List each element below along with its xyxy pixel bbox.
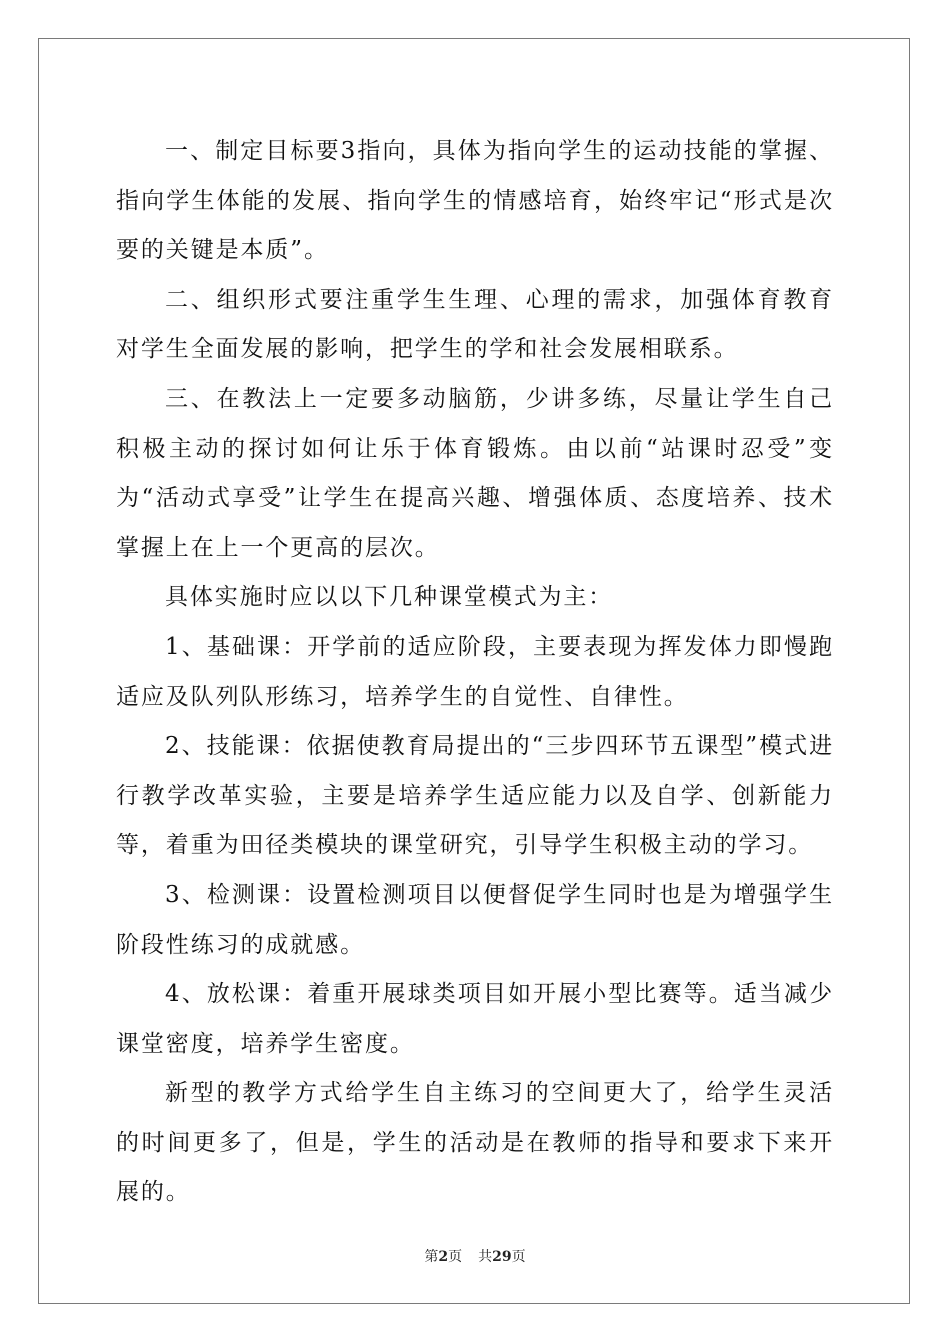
paragraph-test-class: 3、检测课：设置检测项目以便督促学生同时也是为增强学生阶段性练习的成就感。 xyxy=(116,881,834,958)
page-footer xyxy=(0,1246,950,1266)
total-suffix: 页 xyxy=(511,1249,526,1265)
paragraph-skill-class: 2、技能课：依据使教育局提出的“三步四环节五课型”模式进行教学改革实验，主要是培养学生适应能力以及自学、创新能力等，着重为田径类模块的课堂研究，引导学生积极主动的学习。 xyxy=(116,733,834,859)
total-prefix: 共 xyxy=(478,1249,493,1265)
total-pages: 29 xyxy=(492,1249,512,1265)
page-number: 2 xyxy=(438,1249,449,1265)
paragraph-teaching-method: 三、在教法上一定要多动脑筋，少讲多练，尽量让学生自己积极主动的探讨如何让乐于体育锻炼。由以前“站课时忍受”变为“活动式享受”让学生在提高兴趣、增强体质、态度培养、技术掌握上在上一个更高的层次。 xyxy=(116,385,834,561)
paragraph-basic-class: 1、基础课：开学前的适应阶段，主要表现为挥发体力即慢跑适应及队列队形练习，培养学生的自觉性、自律性。 xyxy=(116,633,834,710)
paragraph-goals: 一、制定目标要3指向，具体为指向学生的运动技能的掌握、指向学生体能的发展、指向学生的情感培育，始终牢记“形式是次要的关键是本质”。 xyxy=(116,138,834,264)
paragraph-organization: 二、组织形式要注重学生生理、心理的需求，加强体育教育对学生全面发展的影响，把学生的学和社会发展相联系。 xyxy=(116,286,834,363)
page-prefix: 第 xyxy=(424,1249,439,1265)
paragraph-implementation-intro: 具体实施时应以以下几种课堂模式为主： xyxy=(165,584,614,611)
paragraph-conclusion: 新型的教学方式给学生自主练习的空间更大了，给学生灵活的时间更多了，但是，学生的活动是在教师的指导和要求下来开展的。 xyxy=(116,1080,834,1206)
paragraph-relax-class: 4、放松课：着重开展球类项目如开展小型比赛等。适当减少课堂密度，培养学生密度。 xyxy=(116,981,834,1057)
page-suffix: 页 xyxy=(448,1249,463,1265)
document-body xyxy=(116,127,834,1218)
